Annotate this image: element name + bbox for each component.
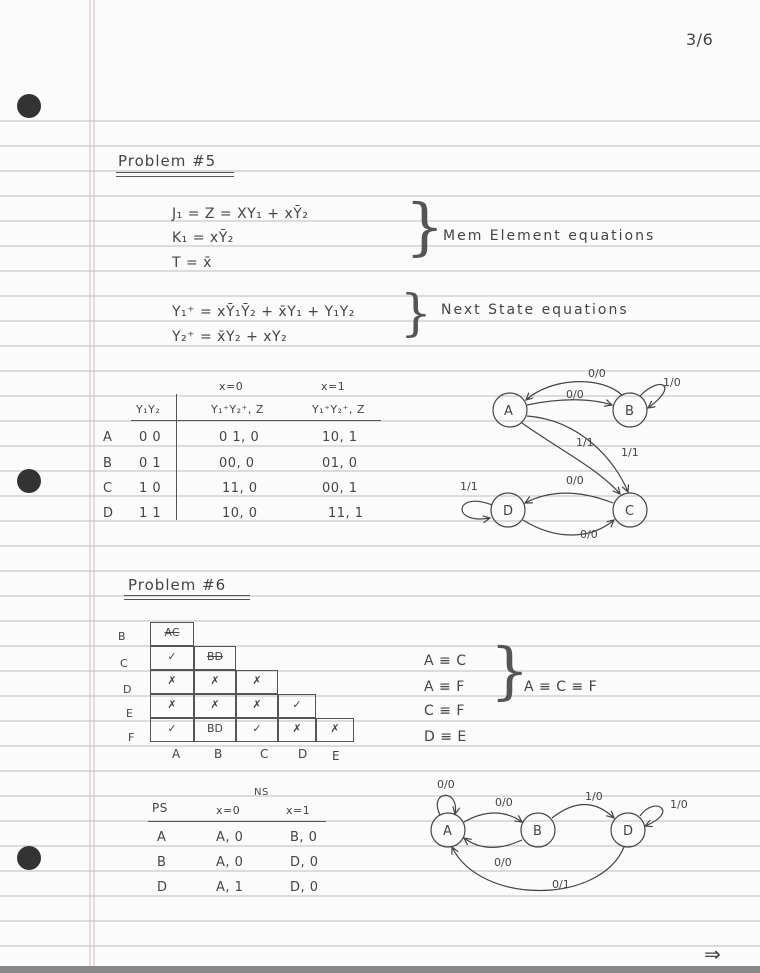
p5-row-d-state: D [103, 506, 114, 521]
p6-edge-b-d [552, 805, 614, 819]
mem-eq-j1: J₁ = Z = XY₁ + xȲ₂ [172, 206, 309, 222]
p6-label-a-b: 0/0 [495, 796, 513, 809]
equiv-4: D ≡ E [424, 729, 467, 745]
impl-cell-f-b: BD [194, 718, 236, 742]
p5-state-a: A [504, 404, 513, 419]
p6-label-d-a: 0/1 [552, 878, 570, 891]
impl-cell-c-b: BD [194, 646, 236, 670]
p5-row-b-state: B [103, 456, 113, 471]
p6-state-a: A [443, 824, 452, 839]
impl-cell-e-d: ✓ [278, 694, 316, 718]
p6-edge-a-self [437, 795, 455, 815]
equiv-result: A ≡ C ≡ F [524, 679, 598, 695]
p5-row-d-ps: 1 1 [139, 506, 162, 521]
p6-label-a-self: 0/0 [437, 778, 455, 791]
equiv-bracket: } [490, 634, 530, 707]
reduced-row-b-x1: D, 0 [290, 855, 319, 870]
equiv-1: A ≡ C [424, 653, 467, 669]
continue-arrow-icon: ⇒ [704, 942, 722, 966]
impl-row-f: F [128, 731, 135, 744]
impl-cell-d-b: ✗ [194, 670, 236, 694]
impl-col-a: A [172, 747, 181, 761]
p5-row-b-x1: 01, 0 [322, 456, 358, 471]
reduced-row-d-x1: D, 0 [290, 880, 319, 895]
p5-label-a-c-2: 1/1 [621, 446, 639, 459]
p5-header-ps: Y₁Y₂ [136, 403, 161, 416]
impl-cell-b-a: AC [150, 622, 194, 646]
impl-col-c: C [260, 747, 269, 761]
p5-header-x0: x=0 [219, 380, 244, 393]
next-eq-y1: Y₁⁺ = xȲ₁Ȳ₂ + x̄Y₁ + Y₁Y₂ [172, 304, 355, 320]
p5-label-a-c-1: 1/1 [576, 436, 594, 449]
impl-col-b: B [214, 747, 223, 761]
p6-edge-b-a [464, 838, 522, 847]
p5-row-a-ps: 0 0 [139, 430, 162, 445]
page-number: 3/6 [686, 30, 714, 49]
impl-col-e: E [332, 749, 341, 763]
p5-row-c-x0: 11, 0 [222, 481, 258, 496]
p5-row-a-state: A [103, 430, 113, 445]
mem-element-label: Mem Element equations [443, 228, 656, 244]
impl-cell-e-a: ✗ [150, 694, 194, 718]
p5-row-d-x1: 11, 1 [328, 506, 364, 521]
next-bracket: } [400, 284, 432, 342]
equiv-3: C ≡ F [424, 703, 465, 719]
next-eq-y2: Y₂⁺ = x̄Y₂ + xY₂ [172, 329, 288, 345]
mem-eq-k1: K₁ = xȲ₂ [172, 230, 234, 246]
impl-col-d: D [298, 747, 308, 761]
p5-label-c-d: 0/0 [566, 474, 584, 487]
p5-row-a-x1: 10, 1 [322, 430, 358, 445]
impl-cell-f-c: ✓ [236, 718, 278, 742]
reduced-row-d-x0: A, 1 [216, 880, 244, 895]
impl-row-e: E [126, 707, 134, 720]
p5-label-d-self: 1/1 [460, 480, 478, 493]
impl-row-d: D [123, 683, 132, 696]
p5-row-c-state: C [103, 481, 113, 496]
p6-state-d: D [623, 824, 634, 839]
impl-cell-d-a: ✗ [150, 670, 194, 694]
impl-cell-c-a: ✓ [150, 646, 194, 670]
p5-row-b-ps: 0 1 [139, 456, 162, 471]
p5-row-d-x0: 10, 0 [222, 506, 258, 521]
reduced-row-b-ps: B [157, 855, 167, 870]
p6-label-b-d: 1/0 [585, 790, 603, 803]
reduced-row-a-x1: B, 0 [290, 830, 318, 845]
impl-cell-d-c: ✗ [236, 670, 278, 694]
p5-state-b: B [625, 404, 634, 419]
p5-header-ns1: Y₁⁺Y₂⁺, Z [312, 403, 365, 416]
reduced-header-x1: x=1 [286, 804, 311, 817]
p5-row-c-x1: 00, 1 [322, 481, 358, 496]
problem5-title: Problem #5 [118, 152, 217, 170]
impl-cell-f-a: ✓ [150, 718, 194, 742]
reduced-row-b-x0: A, 0 [216, 855, 244, 870]
reduced-header-ps: PS [152, 801, 168, 815]
p5-label-d-c: 0/0 [580, 528, 598, 541]
p5-row-a-x0: 0 1, 0 [219, 430, 260, 445]
impl-row-c: C [120, 657, 129, 670]
p6-label-b-a: 0/0 [494, 856, 512, 869]
equiv-2: A ≡ F [424, 679, 465, 695]
reduced-row-d-ps: D [157, 880, 168, 895]
impl-cell-e-b: ✗ [194, 694, 236, 718]
reduced-ns-label: NS [254, 787, 269, 798]
p5-state-d: D [503, 504, 514, 519]
p5-header-ns0: Y₁⁺Y₂⁺, Z [211, 403, 264, 416]
impl-cell-e-c: ✗ [236, 694, 278, 718]
reduced-row-a-ps: A [157, 830, 167, 845]
p5-label-a-b: 0/0 [566, 388, 584, 401]
p6-label-d-self: 1/0 [670, 798, 688, 811]
p5-header-x1: x=1 [321, 380, 346, 393]
next-state-label: Next State equations [441, 302, 629, 318]
p5-label-b-self: 1/0 [663, 376, 681, 389]
p5-row-b-x0: 00, 0 [219, 456, 255, 471]
p6-edge-a-b [464, 813, 522, 822]
p5-state-c: C [625, 504, 635, 519]
mem-eq-t: T = x̄ [172, 255, 212, 271]
mem-bracket: } [405, 190, 445, 263]
impl-cell-f-d: ✗ [278, 718, 316, 742]
p5-label-b-a: 0/0 [588, 367, 606, 380]
impl-cell-f-e: ✗ [316, 718, 354, 742]
p6-state-b: B [533, 824, 542, 839]
p6-edge-d-a [452, 847, 624, 891]
reduced-row-a-x0: A, 0 [216, 830, 244, 845]
impl-row-b: B [118, 630, 127, 643]
reduced-header-x0: x=0 [216, 804, 241, 817]
p5-row-c-ps: 1 0 [139, 481, 162, 496]
problem6-title: Problem #6 [128, 576, 227, 594]
